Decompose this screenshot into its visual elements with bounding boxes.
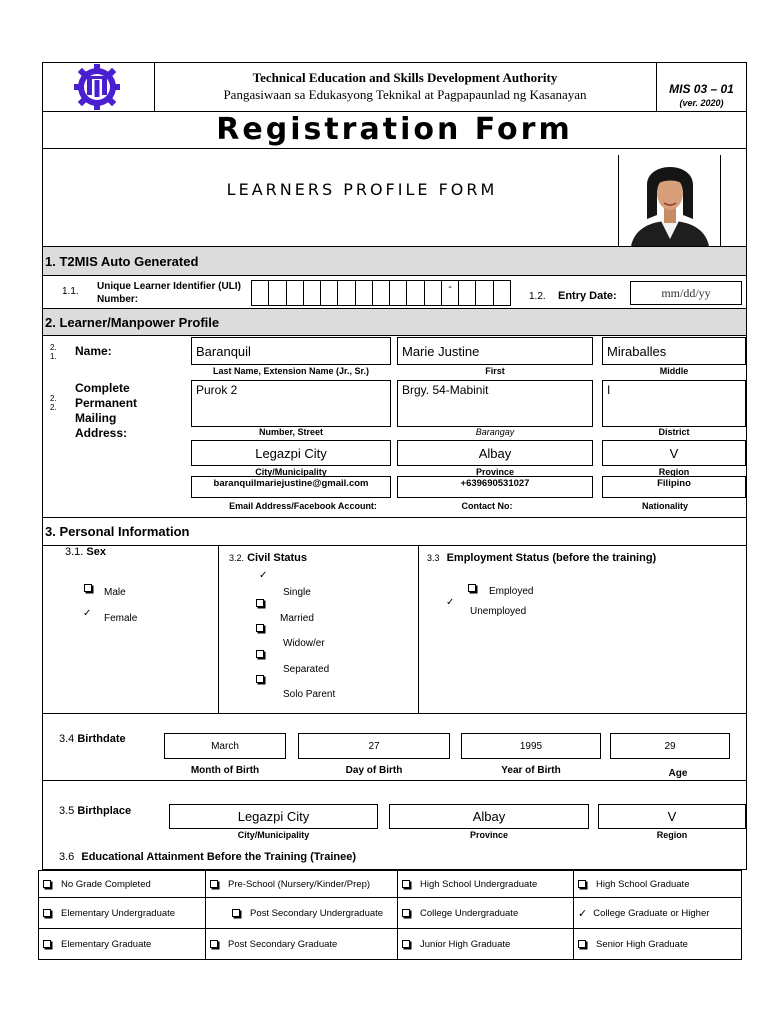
checkbox-icon	[578, 940, 586, 948]
civil-single-checked-icon[interactable]: ✓	[259, 570, 268, 581]
birth-year-field[interactable]: 1995	[461, 733, 601, 759]
bplace-num: 3.5	[59, 805, 75, 817]
tesda-logo-icon	[70, 62, 124, 112]
first-name-caption: First	[485, 366, 505, 376]
sex-civil-divider	[218, 545, 219, 714]
civil-widow-label: Widow/er	[283, 638, 325, 649]
emp-num: 3.3	[427, 553, 440, 563]
birthdate-heading	[59, 733, 126, 745]
checkbox-icon	[210, 880, 218, 888]
birthplace-region-field[interactable]: V	[598, 804, 746, 829]
middle-name-caption: Middle	[659, 366, 689, 376]
edu-option-college-undergrad[interactable]: College Undergraduate	[397, 897, 574, 929]
checkbox-icon	[578, 880, 586, 888]
edu-option-elem-grad[interactable]: Elementary Graduate	[38, 928, 206, 960]
checkbox-icon	[256, 675, 264, 683]
edu-option-hs-undergrad[interactable]: High School Undergraduate	[397, 870, 574, 898]
sex-male-label: Male	[104, 587, 126, 598]
name-label: Name:	[75, 344, 112, 358]
edu-num: 3.6	[59, 851, 75, 863]
education-heading	[59, 851, 356, 863]
age-field[interactable]: 29	[610, 733, 730, 759]
agency-name: Technical Education and Skills Development Authority	[252, 70, 558, 85]
uli-label: Unique Learner Identifier (ULI) Number:	[97, 281, 241, 305]
emp-employed-label: Employed	[489, 586, 534, 597]
section-2-right-border	[746, 335, 747, 518]
entry-date-num: 1.2.	[529, 291, 546, 302]
birthplace-city-caption: City/Municipality	[237, 830, 310, 840]
checkbox-icon	[402, 909, 410, 917]
birthplace-city-field[interactable]: Legazpi City	[169, 804, 378, 829]
province-caption: Province	[475, 467, 515, 477]
edu-option-jhs-grad[interactable]: Junior High Graduate	[397, 928, 574, 960]
address-num: 2. 2.	[50, 394, 57, 412]
emp-unemployed-label: Unemployed	[470, 606, 527, 617]
day-caption: Day of Birth	[345, 765, 403, 776]
civil-married-option[interactable]	[256, 599, 264, 610]
birthplace-heading	[59, 805, 131, 817]
last-name-caption: Last Name, Extension Name (Jr., Sr.)	[212, 366, 370, 376]
nationality-field[interactable]: Filipino	[602, 476, 746, 498]
birthplace-province-caption: Province	[469, 830, 509, 840]
civil-solo-label: Solo Parent	[283, 689, 336, 700]
sex-female-checked-icon[interactable]: ✓	[83, 608, 92, 619]
age-caption: Age	[668, 768, 688, 779]
form-subtitle: LEARNERS PROFILE FORM	[226, 180, 498, 199]
employment-heading	[427, 552, 656, 564]
section-3-1-frame	[42, 545, 747, 714]
district-field[interactable]: I	[602, 380, 746, 427]
entry-date-label: Entry Date:	[558, 290, 617, 302]
sex-heading	[65, 546, 106, 558]
civil-widow-option[interactable]	[256, 624, 264, 635]
checkbox-icon	[43, 940, 51, 948]
photo-frame	[618, 155, 721, 246]
middle-name-field[interactable]: Miraballes	[602, 337, 746, 365]
barangay-caption: Barangay	[475, 427, 515, 437]
form-version: (ver. 2020)	[679, 98, 724, 108]
checkbox-icon	[43, 880, 51, 888]
civil-married-label: Married	[280, 613, 314, 624]
birth-num: 3.4	[59, 733, 75, 745]
barangay-field[interactable]: Brgy. 54-Mabinit	[397, 380, 593, 427]
uli-number-label-num: 1.1.	[62, 286, 79, 297]
checkbox-icon	[210, 940, 218, 948]
edu-option-no-grade[interactable]: No Grade Completed	[38, 870, 206, 898]
checkbox-icon	[256, 650, 264, 658]
checkbox-icon	[468, 584, 476, 592]
first-name-field[interactable]: Marie Justine	[397, 337, 593, 365]
checkbox-icon	[402, 880, 410, 888]
district-caption: District	[658, 427, 690, 437]
region-field[interactable]: V	[602, 440, 746, 466]
contact-field[interactable]: +639690531027	[397, 476, 593, 498]
edu-option-post-sec-undergrad[interactable]: Post Secondary Undergraduate	[205, 897, 398, 929]
sex-num: 3.1.	[65, 546, 84, 558]
emp-employed-option[interactable]	[468, 584, 476, 595]
sex-male-option[interactable]	[84, 584, 92, 595]
name-num: 2. 1.	[50, 343, 57, 361]
id-photo-icon	[623, 155, 717, 246]
street-field[interactable]: Purok 2	[191, 380, 391, 427]
civil-label: Civil Status	[247, 552, 307, 564]
city-caption: City/Municipality	[255, 467, 327, 477]
section-1-heading: 1. T2MIS Auto Generated	[42, 246, 747, 276]
edu-option-pre-school[interactable]: Pre-School (Nursery/Kinder/Prep)	[205, 870, 398, 898]
uli-dash: -	[442, 281, 459, 305]
birthplace-region-caption: Region	[656, 830, 688, 840]
section-2-left-border	[42, 335, 43, 518]
civil-separated-option[interactable]	[256, 650, 264, 661]
email-caption: Email Address/Facebook Account:	[229, 501, 377, 511]
checkbox-icon	[402, 940, 410, 948]
emp-label: Employment Status (before the training)	[446, 552, 657, 564]
province-field[interactable]: Albay	[397, 440, 593, 466]
uli-input[interactable]	[251, 280, 511, 306]
edu-option-shs-grad[interactable]: Senior High Graduate	[573, 928, 742, 960]
birth-month-field[interactable]: March	[164, 733, 286, 759]
region-caption: Region	[658, 467, 690, 477]
emp-unemployed-checked-icon[interactable]: ✓	[446, 597, 455, 608]
checkbox-icon	[84, 584, 92, 592]
sex-label: Sex	[86, 546, 106, 558]
year-caption: Year of Birth	[501, 765, 561, 776]
address-label: Complete Permanent Mailing Address:	[75, 381, 138, 440]
edu-option-elem-undergrad[interactable]: Elementary Undergraduate	[38, 897, 206, 929]
sex-female-label: Female	[104, 613, 138, 624]
city-field[interactable]: Legazpi City	[191, 440, 391, 466]
civil-status-heading	[229, 552, 307, 564]
civil-solo-option[interactable]	[256, 675, 264, 686]
month-caption: Month of Birth	[190, 765, 260, 776]
section-3-heading: 3. Personal Information	[42, 517, 747, 546]
section-2-heading: 2. Learner/Manpower Profile	[42, 308, 747, 336]
edu-option-college-grad[interactable]: ✓ College Graduate or Higher	[573, 897, 742, 929]
civil-single-label: Single	[283, 587, 311, 598]
email-field[interactable]: baranquilmariejustine@gmail.com	[191, 476, 391, 498]
civil-separated-label: Separated	[283, 664, 330, 675]
street-caption: Number, Street	[258, 427, 324, 437]
checkbox-icon	[256, 624, 264, 632]
civil-num: 3.2.	[229, 553, 245, 563]
checked-icon: ✓	[578, 907, 588, 920]
agency-name-tagalog: Pangasiwaan sa Edukasyong Teknikal at Pagpapaunlad ng Kasanayan	[223, 87, 587, 102]
bplace-label: Birthplace	[77, 805, 132, 817]
entry-date-input[interactable]: mm/dd/yy	[630, 281, 742, 305]
checkbox-icon	[256, 599, 264, 607]
contact-caption: Contact No:	[461, 501, 513, 511]
birth-day-field[interactable]: 27	[298, 733, 450, 759]
checkbox-icon	[43, 909, 51, 917]
birthplace-province-field[interactable]: Albay	[389, 804, 589, 829]
form-code: MIS 03 – 01	[669, 82, 734, 96]
page-title: Registration Form	[216, 112, 573, 147]
edu-label: Educational Attainment Before the Training (Trainee)	[81, 851, 356, 863]
nationality-caption: Nationality	[641, 501, 688, 511]
birth-label: Birthdate	[77, 733, 126, 745]
checkbox-icon	[232, 909, 240, 917]
edu-option-hs-grad[interactable]: High School Graduate	[573, 870, 742, 898]
edu-option-post-sec-grad[interactable]: Post Secondary Graduate	[205, 928, 398, 960]
civil-emp-divider	[418, 545, 419, 714]
last-name-field[interactable]: Baranquil	[191, 337, 391, 365]
